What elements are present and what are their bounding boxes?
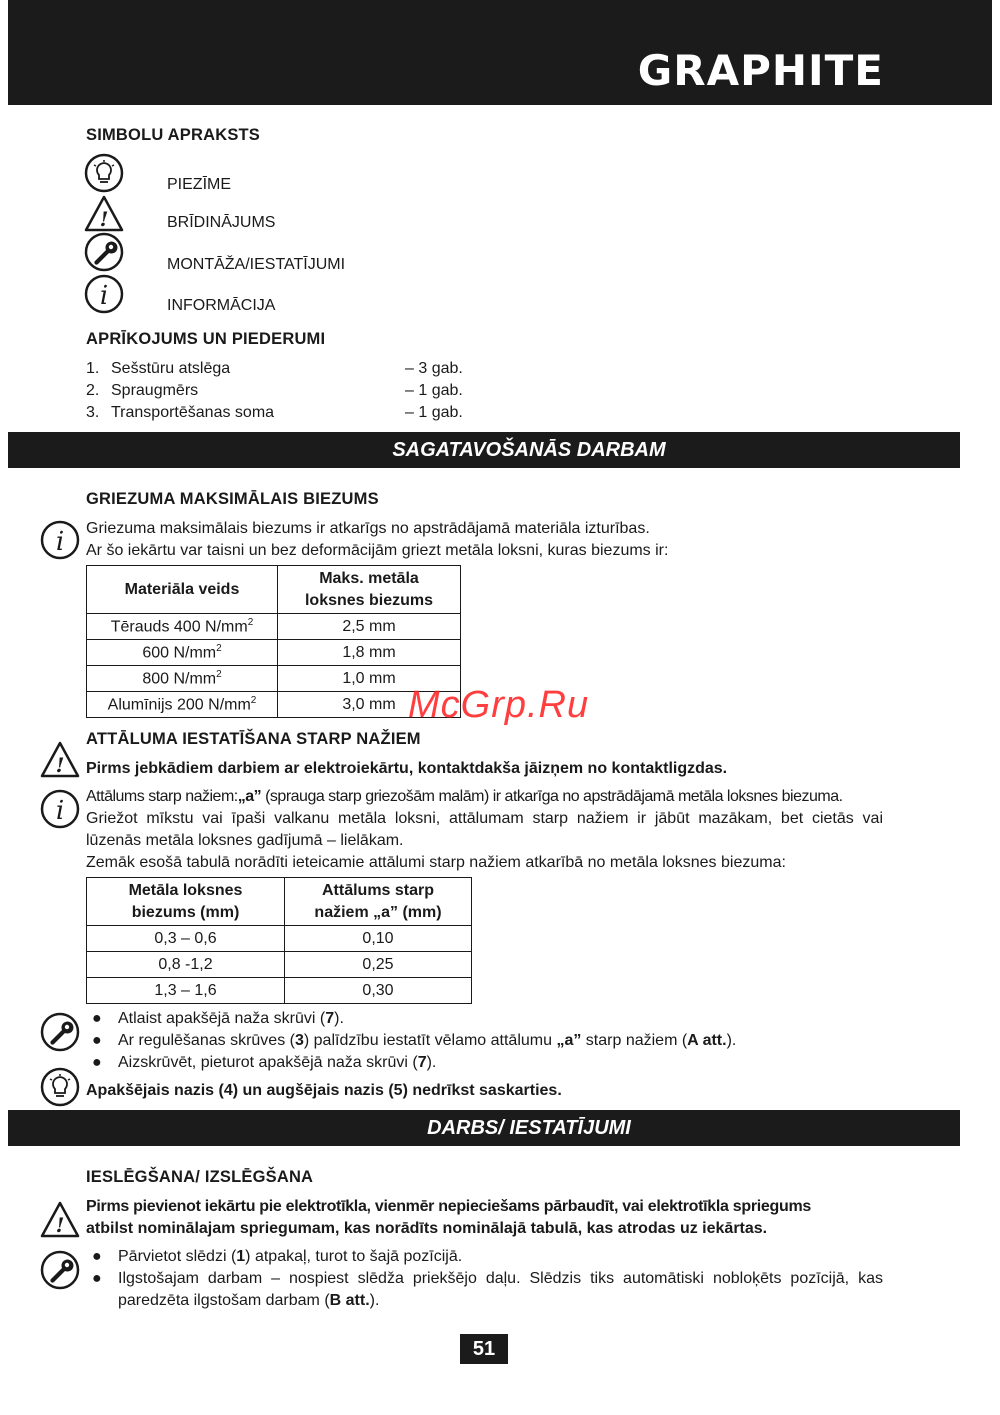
equipment-name-2: Spraugmērs — [111, 382, 199, 399]
switching-title: IESLĒGŠANA/ IZSLĒGŠANA — [86, 1168, 314, 1186]
table-row — [87, 666, 461, 692]
svg-text:!: ! — [55, 1213, 65, 1237]
text: Ar regulēšanas skrūves ( — [118, 1032, 295, 1049]
table-cell: 2,5 mm — [278, 614, 461, 640]
switching-warning-line-1: Pirms pievienot iekārtu pie elektrotīkla, vienmēr nepieciešams pārbaudīt, vai elektrotīkla spriegums — [86, 1198, 811, 1215]
symbols-title: SIMBOLU APRAKSTS — [86, 126, 261, 144]
text: Attālums starp nažiem: — [86, 788, 238, 805]
table-cell — [87, 666, 278, 692]
table-cell: 0,10 — [285, 926, 472, 952]
cell-text: Tērauds 400 N/mm — [110, 618, 248, 636]
table-cell: 0,30 — [285, 978, 472, 1004]
cell-text: Alumīnijs 200 N/mm — [107, 696, 251, 714]
table-header-max-thickness — [278, 566, 461, 614]
svg-text:!: ! — [99, 207, 109, 231]
table-cell: 0,8 -1,2 — [87, 952, 285, 978]
header-line: loksnes biezums — [304, 591, 434, 609]
table-cell — [87, 692, 278, 718]
section-title-preparation: SAGATAVOŠANĀS DARBAM — [392, 439, 666, 461]
max-cut-line-1: Griezuma maksimālais biezums ir atkarīgs no apstrādājamā materiāla izturības. — [86, 520, 650, 537]
equipment-num-2: 2. — [86, 382, 100, 399]
text: 7 — [417, 1054, 427, 1071]
page-number: 51 — [460, 1334, 508, 1364]
max-thickness-table — [86, 565, 461, 718]
text: paredzēta ilgstošam darbam ( — [118, 1292, 330, 1309]
info-icon — [84, 274, 124, 314]
text: starp nažiem ( — [581, 1032, 688, 1049]
text: ). — [369, 1292, 380, 1309]
equipment-num-1: 1. — [86, 360, 100, 377]
svg-text:!: ! — [55, 753, 65, 777]
table-cell: 0,3 – 0,6 — [87, 926, 285, 952]
svg-text:i: i — [99, 281, 109, 311]
gap-info-line-1 — [86, 786, 843, 808]
list-item — [92, 1030, 737, 1052]
list-item — [92, 1268, 883, 1290]
max-cut-title: GRIEZUMA MAKSIMĀLAIS BIEZUMS — [86, 490, 379, 508]
equipment-name-3: Transportēšanas soma — [111, 404, 275, 421]
text: ). — [426, 1054, 437, 1071]
gap-title: ATTĀLUMA IESTATĪŠANA STARP NAŽIEM — [86, 730, 421, 748]
header-line: nažiem „a” (mm) — [314, 903, 442, 921]
table-cell: 1,0 mm — [278, 666, 461, 692]
header-line: Attālums starp — [321, 881, 435, 899]
text: ). — [726, 1032, 737, 1049]
text: B att. — [329, 1292, 370, 1309]
warning-icon — [84, 194, 124, 234]
cell-sup: 2 — [250, 694, 257, 706]
info-icon — [40, 520, 80, 560]
lightbulb-icon — [84, 153, 124, 193]
cell-sup: 2 — [216, 668, 222, 680]
text: ) palīdzību iestatīt vēlamo attālumu — [303, 1032, 557, 1049]
wrench-icon — [84, 232, 124, 272]
header-line: biezums (mm) — [131, 903, 240, 921]
warning-icon — [40, 740, 80, 780]
bullet: ● — [92, 1270, 102, 1287]
table-row — [87, 978, 472, 1004]
symbol-label-note: PIEZĪME — [167, 176, 232, 193]
wrench-icon — [40, 1250, 80, 1290]
text: Aizskrūvēt, pieturot apakšējā naža skrūvi ( — [118, 1054, 418, 1071]
lightbulb-icon — [40, 1067, 80, 1107]
section-header-preparation — [8, 432, 960, 468]
table-cell: 0,25 — [285, 952, 472, 978]
table-header-thickness — [87, 878, 285, 926]
text: „a” — [556, 1032, 582, 1049]
gap-info-line-2: Griežot mīkstu vai īpaši valkanu metāla loksni, attālumam starp nažiem ir jābūt mazākam, bet cietās vai — [86, 810, 883, 827]
equipment-qty-3: – 1 gab. — [405, 404, 463, 421]
gap-note: Apakšējais nazis (4) un augšējais nazis (5) nedrīkst saskarties. — [86, 1082, 562, 1099]
table-row — [87, 926, 472, 952]
table-cell — [87, 640, 278, 666]
table-row — [87, 692, 461, 718]
svg-text:i: i — [55, 796, 65, 826]
text: (sprauga starp griezošām malām) ir atkarīga no apstrādājamā metāla loksnes biezuma. — [261, 788, 843, 805]
text: 7 — [325, 1010, 335, 1027]
text: „a” — [237, 788, 262, 805]
cell-sup: 2 — [216, 642, 222, 654]
list-item-continuation — [118, 1290, 379, 1312]
gap-info-line-4: Zemāk esošā tabulā norādīti ieteicamie attālumi starp nažiem atkarībā no metāla loksnes biezuma: — [86, 854, 786, 871]
table-row — [87, 640, 461, 666]
section-title-operation: DARBS/ IESTATĪJUMI — [427, 1117, 631, 1139]
text: ). — [334, 1010, 344, 1027]
gap-warning: Pirms jebkādiem darbiem ar elektroiekārtu, kontaktdakša jāizņem no kontaktligzdas. — [86, 760, 728, 777]
cell-text: 800 N/mm — [142, 670, 217, 688]
equipment-title: APRĪKOJUMS UN PIEDERUMI — [86, 330, 326, 348]
text: A att. — [687, 1032, 727, 1049]
table-header-gap — [285, 878, 472, 926]
table-row — [87, 952, 472, 978]
info-icon — [40, 789, 80, 829]
cell-sup: 2 — [247, 616, 254, 628]
text: Pārvietot slēdzi ( — [118, 1248, 237, 1265]
table-cell — [87, 614, 278, 640]
bullet: ● — [92, 1248, 102, 1265]
brand-logo: GRAPHITE — [637, 46, 884, 95]
list-item — [92, 1008, 344, 1030]
section-header-operation — [8, 1110, 960, 1146]
table-cell: 1,8 mm — [278, 640, 461, 666]
svg-text:i: i — [55, 527, 65, 557]
warning-icon — [40, 1200, 80, 1240]
table-cell: 3,0 mm — [278, 692, 461, 718]
equipment-qty-1: – 3 gab. — [405, 360, 463, 377]
max-cut-line-2: Ar šo iekārtu var taisni un bez deformācijām griezt metāla loksni, kuras biezums ir: — [86, 542, 669, 559]
gap-table — [86, 877, 472, 1004]
gap-info-line-3: lūzenās metāla loksnes gadījumā – lielākam. — [86, 832, 404, 849]
text: Atlaist apakšējā naža skrūvi ( — [118, 1010, 326, 1027]
list-item — [92, 1246, 463, 1268]
list-item — [92, 1052, 437, 1074]
equipment-qty-2: – 1 gab. — [405, 382, 463, 399]
header-line: Maks. metāla — [319, 569, 419, 587]
wrench-icon — [40, 1012, 80, 1052]
bullet: ● — [92, 1054, 102, 1071]
text: 3 — [294, 1032, 304, 1049]
symbol-label-info: INFORMĀCIJA — [167, 297, 276, 314]
table-header-material: Materiāla veids — [87, 566, 278, 614]
equipment-name-1: Sešstūru atslēga — [111, 360, 231, 377]
bullet: ● — [92, 1032, 102, 1049]
cell-text: 600 N/mm — [142, 644, 217, 662]
equipment-num-3: 3. — [86, 404, 100, 421]
header-line: Metāla loksnes — [128, 881, 243, 899]
table-row — [87, 614, 461, 640]
table-cell: 1,3 – 1,6 — [87, 978, 285, 1004]
watermark: McGrp.Ru — [408, 684, 590, 726]
text: Ilgstošajam darbam – nospiest slēdža priekšējo daļu. Slēdzis tiks automātiski nobloķēts pozīcijā, kas — [118, 1270, 883, 1287]
switching-warning-line-2: atbilst nominālajam spriegumam, kas norādīts nominālajā tabulā, kas atrodas uz iekārtas. — [86, 1220, 768, 1237]
text: 1 — [236, 1248, 246, 1265]
text: ) atpakaļ, turot to šajā pozīcijā. — [245, 1248, 463, 1265]
symbol-label-assembly: MONTĀŽA/IESTATĪJUMI — [167, 256, 346, 273]
bullet: ● — [92, 1010, 102, 1027]
symbol-label-warning: BRĪDINĀJUMS — [167, 214, 276, 231]
